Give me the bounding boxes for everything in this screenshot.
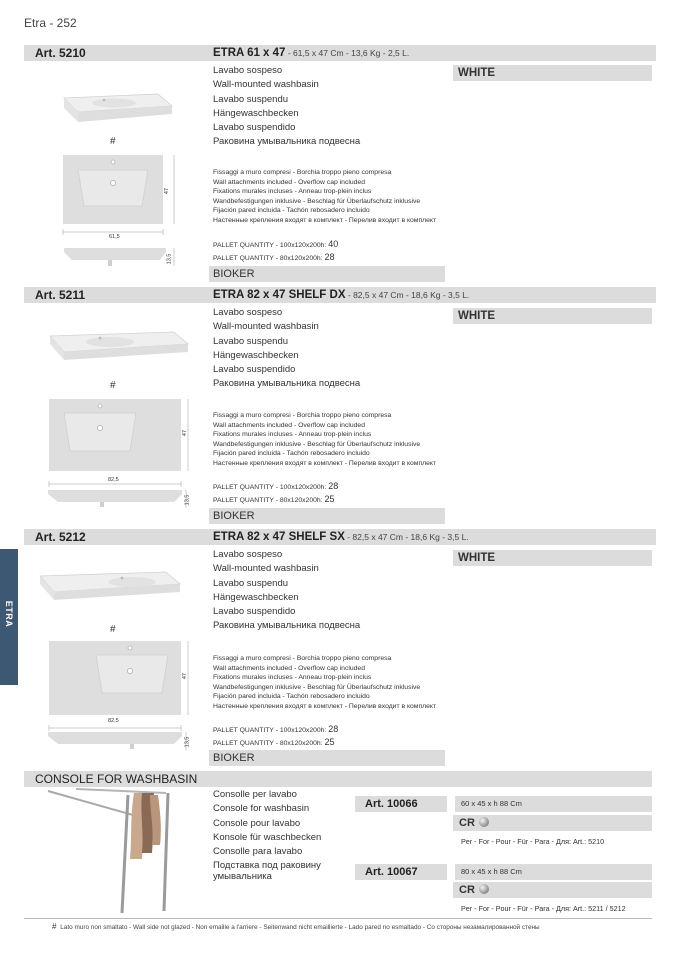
note-line: Fijación pared incluida - Tachón rebosadero incluido	[213, 693, 370, 701]
page-header: Etra - 252	[24, 16, 77, 30]
desc-line: Wall-mounted washbasin	[213, 321, 319, 333]
console-description	[213, 788, 321, 882]
material-suffix: KER	[231, 752, 255, 764]
note-line: Wandbefestigungen inklusive - Beschlag für Überlaufschutz inklusive	[213, 440, 421, 448]
dimension-height: 13,5	[166, 253, 173, 265]
pallet-label: PALLET QUANTITY - 80x120x200h:	[213, 496, 325, 504]
pallet-quantities	[213, 724, 338, 749]
compatibility-note: Per - For - Pour - Für - Para - Для: Art.: 5211 / 5212	[461, 904, 626, 913]
desc-line: Раковина умывальника подвесна	[213, 136, 361, 148]
desc-line: Подставка под раковину	[213, 860, 321, 872]
dimension-depth: 47	[164, 187, 171, 195]
installation-notes	[213, 654, 436, 712]
dimension-depth: 47	[182, 429, 189, 437]
side-tab-label: ETRA	[4, 600, 14, 628]
top-view-drawing	[44, 637, 194, 737]
material-prefix: BIO	[213, 268, 232, 280]
note-line: Fijación pared incluida - Tachón rebosadero incluido	[213, 450, 370, 458]
desc-line: Lavabo suspendido	[213, 122, 296, 134]
pallet-line	[213, 737, 338, 750]
pallet-value: 28	[324, 251, 335, 262]
finish-bar	[453, 882, 652, 898]
desc-line: Lavabo sospeso	[213, 65, 283, 76]
product-spec: - 82,5 x 47 Cm - 18,6 Kg - 3,5 L.	[345, 290, 470, 300]
note-line: Настенные крепления входят в комплект - Перелив входит в комплект	[213, 702, 437, 710]
dimension-height: 13,5	[184, 494, 191, 506]
desc-line: Lavabo suspendu	[213, 93, 289, 105]
pallet-value: 25	[324, 493, 335, 504]
pallet-value: 25	[324, 736, 335, 747]
desc-line: Wall-mounted washbasin	[213, 79, 319, 91]
material-prefix: BIO	[213, 752, 232, 764]
article-number: Art. 5210	[24, 45, 211, 61]
note-line: Fissaggi a muro compresi - Borchia troppo pieno compresa	[213, 169, 392, 176]
product-spec: - 82,5 x 47 Cm - 18,6 Kg - 3,5 L.	[344, 532, 469, 542]
material-bar	[209, 750, 445, 766]
pallet-line	[213, 724, 338, 737]
side-view-drawing	[46, 728, 192, 752]
article-number: Art. 5211	[24, 287, 211, 303]
desc-line: Lavabo suspendu	[213, 335, 289, 347]
note-line: Wandbefestigungen inklusive - Beschlag für Überlaufschutz inklusive	[213, 683, 421, 691]
pallet-value: 28	[328, 481, 339, 491]
product-spec: - 61,5 x 47 Cm - 13,6 Kg - 2,5 L.	[285, 48, 410, 58]
product-name: ETRA 82 x 47 SHELF SX	[213, 531, 345, 543]
footer-note	[52, 922, 540, 931]
product-title-bar	[209, 529, 656, 545]
desc-line: Lavabo suspendu	[213, 577, 289, 589]
desc-line: Consolle para lavabo	[213, 846, 303, 858]
pallet-label: PALLET QUANTITY - 80x120x200h:	[213, 254, 325, 262]
chrome-swatch-icon	[479, 817, 489, 827]
finish-code: CR	[459, 884, 475, 896]
product-name: ETRA 82 x 47 SHELF DX	[213, 289, 346, 301]
compatibility-note: Per - For - Pour - Für - Para - Для: Art.: 5210	[461, 837, 605, 846]
product-name: ETRA 61 x 47	[213, 47, 286, 59]
color-white-bar: WHITE	[453, 550, 652, 566]
console-section-title: CONSOLE FOR WASHBASIN	[24, 771, 652, 787]
pallet-label: PALLET QUANTITY - 80x120x200h:	[213, 739, 325, 747]
desc-line: Consolle per lavabo	[213, 789, 297, 800]
glaze-note-marker: #	[110, 136, 116, 147]
note-line: Wall attachments included - Overflow cap included	[213, 664, 365, 672]
console-article-10067: Art. 10067	[355, 864, 447, 880]
console-dimensions: 60 x 45 x h 88 Cm	[455, 796, 652, 812]
desc-line: Hängewaschbecken	[213, 107, 299, 119]
footer-text: Lato muro non smaltato - Wall side not glazed - Non emaille a l'arriere - Seitenwand nicht emaillierte - Lado pared no esmaltado - Со стороны незамалированной стены	[60, 924, 540, 931]
desc-line: Раковина умывальника подвесна	[213, 378, 361, 390]
console-photo	[46, 787, 176, 915]
note-line: Настенные крепления входят в комплект - Перелив входит в комплект	[213, 459, 437, 467]
dimension-width: 82,5	[108, 718, 119, 724]
pallet-label: PALLET QUANTITY - 100x120x200h:	[213, 242, 329, 249]
dimension-depth: 47	[182, 672, 189, 680]
note-line: Wandbefestigungen inklusive - Beschlag für Überlaufschutz inklusive	[213, 197, 421, 205]
note-line: Wall attachments included - Overflow cap included	[213, 178, 365, 186]
note-line: Fissaggi a muro compresi - Borchia troppo pieno compresa	[213, 412, 392, 419]
note-line: Настенные крепления входят в комплект - Перелив входит в комплект	[213, 216, 437, 224]
footer-divider	[24, 918, 652, 919]
chrome-swatch-icon	[479, 884, 489, 894]
material-suffix: KER	[231, 510, 255, 522]
console-article-10066: Art. 10066	[355, 796, 447, 812]
dimension-width: 82,5	[108, 477, 119, 483]
desc-line: Hängewaschbecken	[213, 349, 299, 361]
footer-marker: #	[52, 922, 57, 931]
color-white-bar: WHITE	[453, 65, 652, 81]
note-line: Fixations murales incluses - Anneau trop-plein inclus	[213, 431, 372, 439]
pallet-value: 28	[328, 724, 339, 734]
material-prefix: BIO	[213, 510, 232, 522]
console-dimensions: 80 x 45 x h 88 Cm	[455, 864, 652, 880]
dimension-height: 13,5	[184, 736, 191, 748]
desc-line: Konsole für waschbecken	[213, 831, 322, 843]
product-description	[213, 548, 360, 634]
desc-line: умывальника	[213, 871, 272, 883]
pallet-label: PALLET QUANTITY - 100x120x200h:	[213, 484, 329, 491]
article-number: Art. 5212	[24, 529, 211, 545]
finish-bar	[453, 815, 652, 831]
pallet-value: 40	[328, 239, 339, 249]
finish-code: CR	[459, 817, 475, 829]
washbasin-photo	[36, 562, 184, 608]
note-line: Fixations murales incluses - Anneau trop-plein inclus	[213, 674, 372, 682]
glaze-note-marker: #	[110, 380, 116, 391]
dimension-width: 61,5	[109, 234, 120, 240]
color-white-bar: WHITE	[453, 308, 652, 324]
note-line: Fijación pared incluida - Tachón rebosadero incluido	[213, 207, 370, 215]
desc-line: Lavabo suspendido	[213, 364, 296, 376]
desc-line: Wall-mounted washbasin	[213, 563, 319, 575]
pallet-label: PALLET QUANTITY - 100x120x200h:	[213, 727, 329, 734]
desc-line: Lavabo sospeso	[213, 307, 283, 318]
desc-line: Console for washbasin	[213, 803, 310, 815]
desc-line: Hängewaschbecken	[213, 591, 299, 603]
desc-line: Lavabo suspendido	[213, 606, 296, 618]
desc-line: Lavabo sospeso	[213, 549, 283, 560]
note-line: Fixations murales incluses - Anneau trop-plein inclus	[213, 188, 372, 196]
material-suffix: KER	[231, 268, 255, 280]
desc-line: Console pour lavabo	[213, 817, 301, 829]
note-line: Fissaggi a muro compresi - Borchia troppo pieno compresa	[213, 655, 392, 662]
desc-line: Раковина умывальника подвесна	[213, 620, 361, 632]
note-line: Wall attachments included - Overflow cap included	[213, 421, 365, 429]
glaze-note-marker: #	[110, 624, 116, 635]
